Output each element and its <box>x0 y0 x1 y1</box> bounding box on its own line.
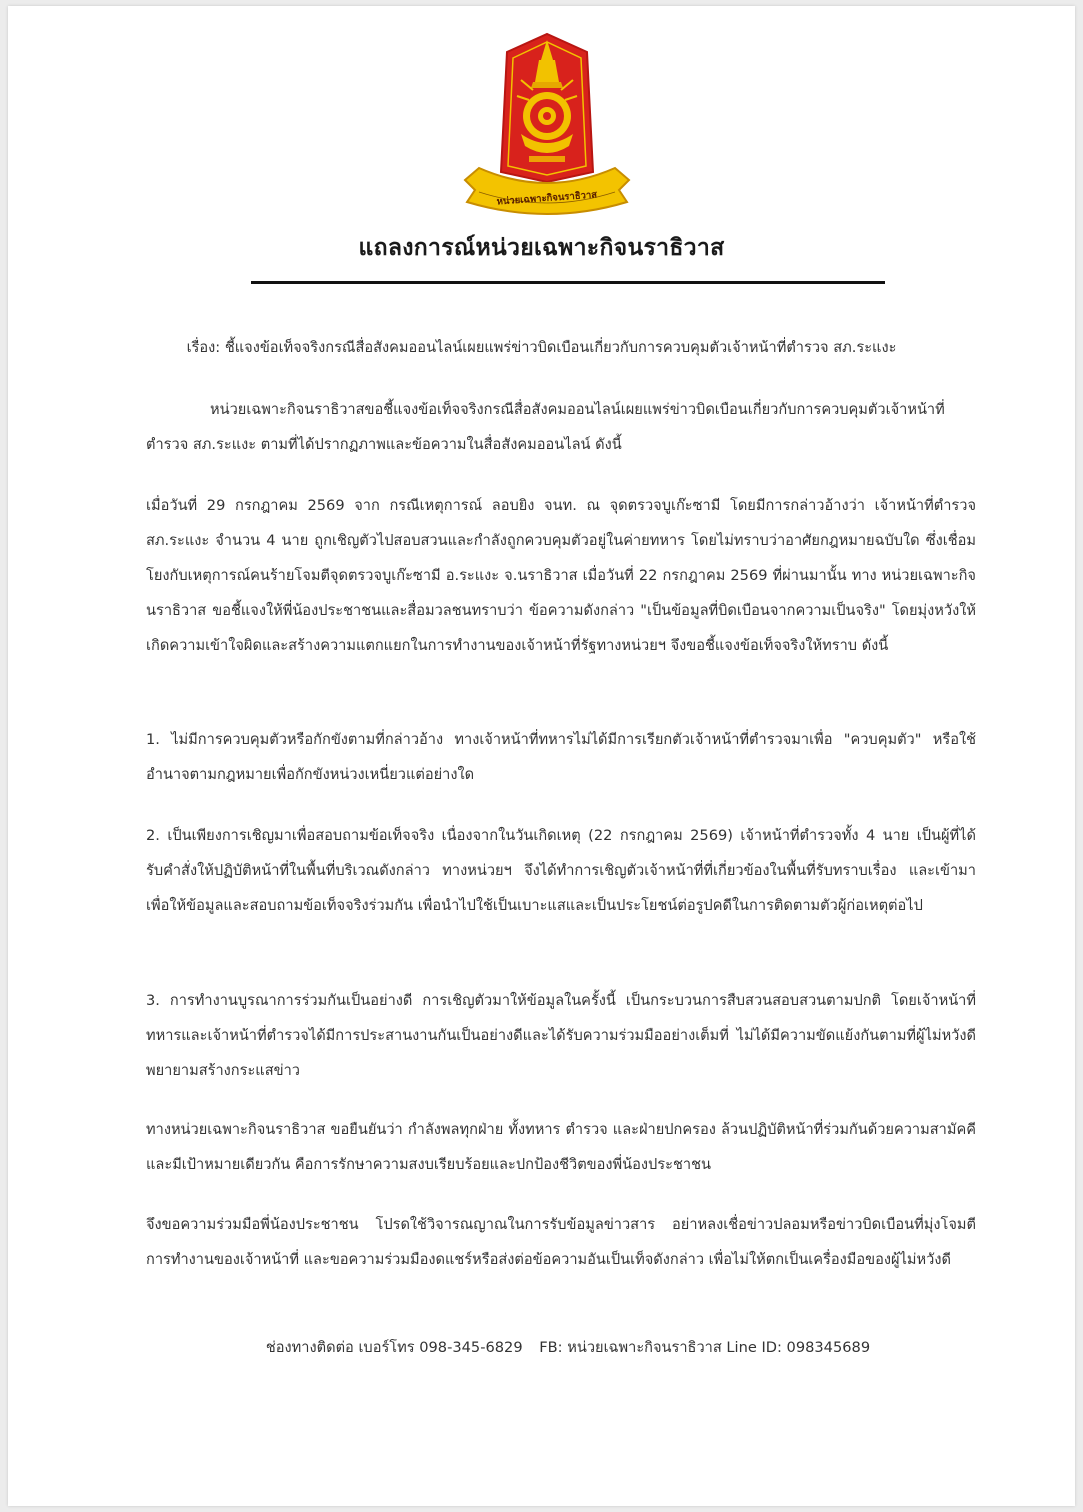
contact-social: FB: หน่วยเฉพาะกิจนราธิวาส Line ID: 098345689 <box>539 1339 871 1356</box>
title-divider <box>251 281 885 284</box>
point-1-paragraph: 1. ไม่มีการควบคุมตัวหรือกักขังตามที่กล่าวอ้าง ทางเจ้าหน้าที่ทหารไม่ได้มีการเรียกตัวเจ้าหน้าที่ตำรวจมาเพื่อ "ควบคุมตัว" หรือใช้อำนาจตามกฎหมายเพื่อกักขังหน่วงเหนี่ยวแต่อย่างใด <box>146 731 976 783</box>
affirmation-paragraph: ทางหน่วยเฉพาะกิจนราธิวาส ขอยืนยันว่า กำลังพลทุกฝ่าย ทั้งทหาร ตำรวจ และฝ่ายปกครอง ล้วนปฏิบัติหน้าที่ร่วมกันด้วยความสามัคคีและมีเป้าหมายเดียวกัน คือการรักษาความสงบเรียบร้อยและปกป้องชีวิตของพี่น้องประชาชน <box>146 1121 976 1173</box>
incident-paragraph: เมื่อวันที่ 29 กรกฎาคม 2569 จาก กรณีเหตุการณ์ ลอบยิง จนท. ณ จุดตรวจบูเก๊ะซามี โดยมีการกล่าวอ้างว่า เจ้าหน้าที่ตำรวจ สภ.ระแงะ จำนวน 4 นาย ถูกเชิญตัวไปสอบสวนและกำลังถูกควบคุมตัวอยู่ในค่ายทหาร โดยไม่ทราบว่าอาศัยกฎหมายฉบับใด ซึ่งเชื่อมโยงกับเหตุการณ์คนร้ายโจมตีจุดตรวจบูเก๊ะซามี อ.ระแงะ จ.นราธิวาส เมื่อวันที่ 22 กรกฎาคม 2569 ที่ผ่านมานั้น ทาง หน่วยเฉพาะกิจนราธิวาส ขอชี้แจงให้พี่น้องประชาชนและสื่อมวลชนทราบว่า ข้อความดังกล่าว "เป็นข้อมูลที่บิดเบือนจากความเป็นจริง" โดยมุ่งหวังให้เกิดความเข้าใจผิดและสร้างความแตกแยกในการทำงานของเจ้าหน้าที่รัฐทางหน่วยฯ จึงขอชี้แจงข้อเท็จจริงให้ทราบ ดังนี้ <box>146 497 976 654</box>
intro-paragraph: หน่วยเฉพาะกิจนราธิวาสขอชี้แจงข้อเท็จจริงกรณีสื่อสังคมออนไลน์เผยแพร่ข่าวบิดเบือนเกี่ยวกับการควบคุมตัวเจ้าหน้าที่ตำรวจ สภ.ระแงะ ตามที่ได้ปรากฏภาพและข้อความในสื่อสังคมออนไลน์ ดังนี้ <box>146 401 945 453</box>
emblem-ribbon-text: หน่วยเฉพาะกิจนราธิวาส <box>496 189 598 208</box>
unit-emblem-icon <box>455 30 639 220</box>
document-page <box>8 6 1075 1506</box>
contact-line <box>8 1336 1083 1359</box>
document-subject: เรื่อง: ชี้แจงข้อเท็จจริงกรณีสื่อสังคมออนไลน์เผยแพร่ข่าวบิดเบือนเกี่ยวกับการควบคุมตัวเจ้าหน้าที่ตำรวจ สภ.ระแงะ <box>186 339 897 356</box>
contact-phone: ช่องทางติดต่อ เบอร์โทร 098-345-6829 <box>265 1339 523 1356</box>
document-title: แถลงการณ์หน่วยเฉพาะกิจนราธิวาส <box>358 235 725 261</box>
request-paragraph: จึงขอความร่วมมือพี่น้องประชาชน โปรดใช้วิจารณญาณในการรับข้อมูลข่าวสาร อย่าหลงเชื่อข่าวปลอมหรือข่าวบิดเบือนที่มุ่งโจมตีการทำงานของเจ้าหน้าที่ และขอความร่วมมืองดแชร์หรือส่งต่อข้อความอันเป็นเท็จดังกล่าว เพื่อไม่ให้ตกเป็นเครื่องมือของผู้ไม่หวังดี <box>146 1216 976 1268</box>
point-3-paragraph: 3. การทำงานบูรณาการร่วมกันเป็นอย่างดี การเชิญตัวมาให้ข้อมูลในครั้งนี้ เป็นกระบวนการสืบสวนสอบสวนตามปกติ โดยเจ้าหน้าที่ทหารและเจ้าหน้าที่ตำรวจได้มีการประสานงานกันเป็นอย่างดีและได้รับความร่วมมืออย่างเต็มที่ ไม่ได้มีความขัดแย้งกันตามที่ผู้ไม่หวังดีพยายามสร้างกระแสข่าว <box>146 992 976 1079</box>
point-2-paragraph: 2. เป็นเพียงการเชิญมาเพื่อสอบถามข้อเท็จจริง เนื่องจากในวันเกิดเหตุ (22 กรกฎาคม 2569) เจ้าหน้าที่ตำรวจทั้ง 4 นาย เป็นผู้ที่ได้รับคำสั่งให้ปฏิบัติหน้าที่ในพื้นที่บริเวณดังกล่าว ทางหน่วยฯ จึงได้ทำการเชิญตัวเจ้าหน้าที่ที่เกี่ยวข้องในพื้นที่รับทราบเรื่อง และเข้ามาเพื่อให้ข้อมูลและสอบถามข้อเท็จจริงร่วมกัน เพื่อนำไปใช้เป็นเบาะแสและเป็นประโยชน์ต่อรูปคดีในการติดตามตัวผู้ก่อเหตุต่อไป <box>146 827 976 914</box>
